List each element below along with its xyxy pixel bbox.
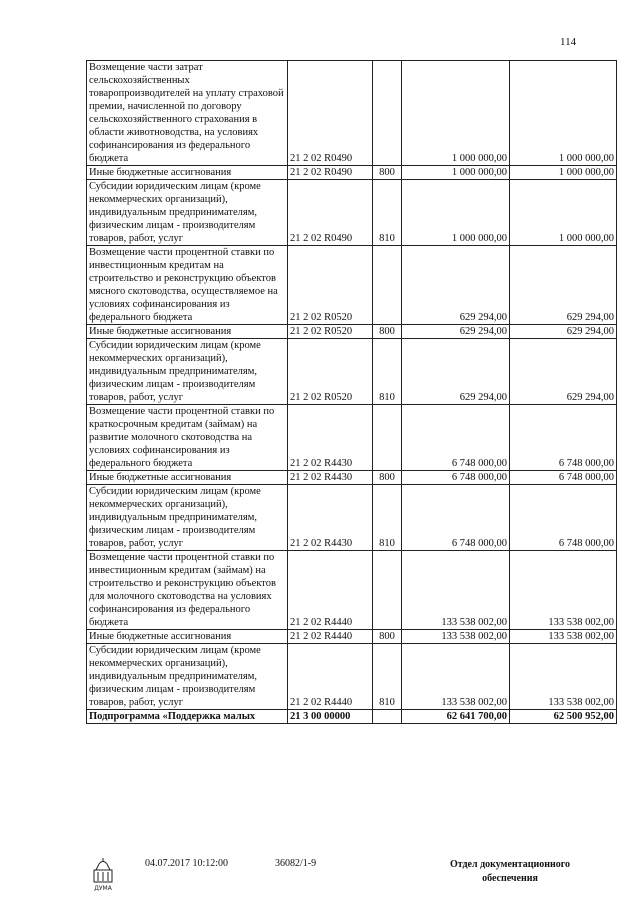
row-type: 800 (373, 166, 402, 180)
row-amount-1: 629 294,00 (402, 339, 510, 405)
row-type (373, 710, 402, 724)
row-amount-1: 133 538 002,00 (402, 644, 510, 710)
row-type: 810 (373, 644, 402, 710)
row-type: 800 (373, 630, 402, 644)
table-row (87, 471, 617, 485)
row-code: 21 2 02 R0520 (288, 246, 373, 325)
table-row (87, 325, 617, 339)
budget-table (86, 60, 617, 724)
table-row (87, 485, 617, 551)
row-amount-2: 133 538 002,00 (510, 551, 617, 630)
row-amount-2: 629 294,00 (510, 246, 617, 325)
row-code: 21 2 02 R4430 (288, 485, 373, 551)
row-name: Субсидии юридическим лицам (кроме некоммерческих организаций), индивидуальным предпринимателям, физическим лицам - производителям товаров, работ, услуг (87, 339, 288, 405)
row-amount-2: 1 000 000,00 (510, 61, 617, 166)
row-name: Возмещение части процентной ставки по краткосрочным кредитам (займам) на развитие молочного скотоводства на условиях софинансирования из федерального бюджета (87, 405, 288, 471)
row-type: 810 (373, 180, 402, 246)
row-code: 21 2 02 R0490 (288, 61, 373, 166)
row-type (373, 246, 402, 325)
row-type: 800 (373, 471, 402, 485)
row-code: 21 2 02 R0490 (288, 180, 373, 246)
row-amount-2: 133 538 002,00 (510, 644, 617, 710)
row-amount-2: 6 748 000,00 (510, 405, 617, 471)
row-name: Иные бюджетные ассигнования (87, 630, 288, 644)
row-code: 21 2 02 R0520 (288, 339, 373, 405)
page-number: 114 (560, 36, 577, 48)
row-type (373, 61, 402, 166)
row-type (373, 405, 402, 471)
row-code: 21 2 02 R4430 (288, 471, 373, 485)
table-row (87, 246, 617, 325)
table-row (87, 339, 617, 405)
row-code: 21 2 02 R0490 (288, 166, 373, 180)
row-code: 21 2 02 R4440 (288, 644, 373, 710)
row-amount-1: 6 748 000,00 (402, 485, 510, 551)
row-type: 810 (373, 485, 402, 551)
row-amount-1: 629 294,00 (402, 246, 510, 325)
row-name: Возмещение части процентной ставки по инвестиционным кредитам на строительство и реконструкцию объектов мясного скотоводства, осуществляемое на условиях софинансирования из федерального бюджета (87, 246, 288, 325)
row-amount-1: 1 000 000,00 (402, 61, 510, 166)
row-amount-2: 1 000 000,00 (510, 166, 617, 180)
row-code: 21 2 02 R4440 (288, 630, 373, 644)
row-amount-1: 6 748 000,00 (402, 471, 510, 485)
row-amount-1: 1 000 000,00 (402, 180, 510, 246)
row-name: Иные бюджетные ассигнования (87, 471, 288, 485)
footer-department: Отдел документационного обеспечения (449, 859, 571, 884)
row-name: Возмещение части затрат сельскохозяйственных товаропроизводителей на уплату страховой премии, начисленной по договору сельскохозяйственного страхования в области животноводства, на условиях софинансирования из федерального бюджета (87, 61, 288, 166)
row-name: Субсидии юридическим лицам (кроме некоммерческих организаций), индивидуальным предпринимателям, физическим лицам - производителям товаров, работ, услуг (87, 485, 288, 551)
row-amount-1: 62 641 700,00 (402, 710, 510, 724)
row-code: 21 2 02 R0520 (288, 325, 373, 339)
row-amount-1: 1 000 000,00 (402, 166, 510, 180)
row-amount-1: 629 294,00 (402, 325, 510, 339)
row-name: Субсидии юридическим лицам (кроме некоммерческих организаций), индивидуальным предпринимателям, физическим лицам - производителям товаров, работ, услуг (87, 644, 288, 710)
footer-doc-number: 36082/1-9 (275, 858, 317, 869)
row-type: 810 (373, 339, 402, 405)
row-amount-1: 133 538 002,00 (402, 630, 510, 644)
row-name: Возмещение части процентной ставки по инвестиционным кредитам (займам) на строительство и реконструкцию объектов для молочного скотоводства на условиях софинансирования из федерального бюджета (87, 551, 288, 630)
row-amount-1: 133 538 002,00 (402, 551, 510, 630)
row-type (373, 551, 402, 630)
row-amount-2: 6 748 000,00 (510, 471, 617, 485)
table-row (87, 644, 617, 710)
row-name: Субсидии юридическим лицам (кроме некоммерческих организаций), индивидуальным предпринимателям, физическим лицам - производителям товаров, работ, услуг (87, 180, 288, 246)
table-row (87, 551, 617, 630)
table-row (87, 61, 617, 166)
row-code: 21 2 02 R4430 (288, 405, 373, 471)
table-row (87, 180, 617, 246)
table-row (87, 166, 617, 180)
table-row (87, 405, 617, 471)
row-amount-1: 6 748 000,00 (402, 405, 510, 471)
row-name: Иные бюджетные ассигнования (87, 325, 288, 339)
row-amount-2: 1 000 000,00 (510, 180, 617, 246)
logo-text: ДУМА (94, 885, 112, 892)
row-code: 21 2 02 R4440 (288, 551, 373, 630)
row-amount-2: 629 294,00 (510, 339, 617, 405)
row-type: 800 (373, 325, 402, 339)
row-amount-2: 133 538 002,00 (510, 630, 617, 644)
row-name: Иные бюджетные ассигнования (87, 166, 288, 180)
table-row (87, 630, 617, 644)
row-amount-2: 6 748 000,00 (510, 485, 617, 551)
table-row (87, 710, 617, 724)
row-name: Подпрограмма «Поддержка малых (87, 710, 288, 724)
duma-logo-icon (88, 856, 118, 894)
row-amount-2: 62 500 952,00 (510, 710, 617, 724)
row-amount-2: 629 294,00 (510, 325, 617, 339)
row-code: 21 3 00 00000 (288, 710, 373, 724)
footer-datetime: 04.07.2017 10:12:00 (145, 858, 229, 869)
